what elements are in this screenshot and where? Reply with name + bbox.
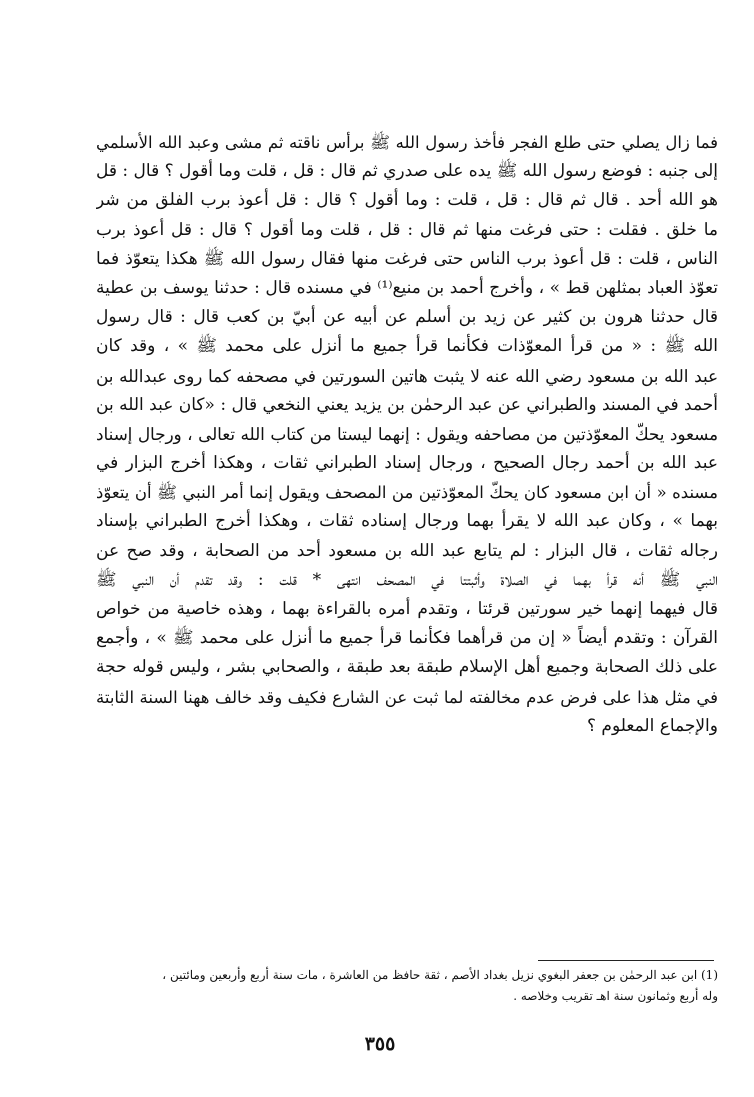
body-line: والإجماع المعلوم ؟: [587, 715, 718, 736]
body-line: القرآن : وتقدم أيضاً « إن من قرأهما فكأنما قرأ جميع ما أنزل على محمد ﷺ » ، وأجمع: [96, 628, 718, 649]
body-line: ما خلق . فقلت : حتى فرغت منها ثم قال : قل ، قلت وما أقول ؟ قال : قل أعوذ برب: [96, 219, 718, 240]
body-line: رجاله ثقات ، قال البزار : لم يتابع عبد الله بن مسعود أحد من الصحابة ، وقد صح عن: [96, 540, 718, 561]
body-line: الناس ، قلت : قل أعوذ برب الناس حتى فرغت منها فقال رسول الله ﷺ هكذا يتعوّذ فما: [96, 248, 718, 269]
footnote-line: (1) ابن عبد الرحمٰن بن جعفر البغوي نزيل بغداد الأصم ، ثقة حافظ من العاشرة ، مات سنة أربع وأربعين ومائتين ،: [162, 968, 718, 982]
body-line: بهما » ، وكان عبد الله لا يقرأ بهما ورجال إسناده ثقات ، وهكذا أخرج الطبراني بإسناد: [96, 511, 718, 532]
body-line: قال فيهما إنهما خير سورتين قرئتا ، وتقدم أمره بالقراءة بهما ، وهذه خاصية من خواص: [96, 599, 718, 619]
body-line: الله ﷺ : « من قرأ المعوّذات فكأنما قرأ جميع ما أنزل على محمد ﷺ » ، وقد كان: [96, 336, 718, 357]
footnote-separator: [538, 960, 714, 961]
page-number: ٣٥٥: [364, 1033, 396, 1055]
body-line: في مثل هذا على فرض عدم مخالفته لما ثبت عن الشارع فكيف وقد خالف ههنا السنة الثابتة: [96, 687, 718, 707]
body-line: مسنده « أن ابن مسعود كان يحكّ المعوّذتين من المصحف ويقول إنما أمر النبي ﷺ أن يتعوّذ: [96, 483, 718, 503]
body-line: إلى جنبه : فوضع رسول الله ﷺ يده على صدري ثم قال : قل ، قلت وما أقول ؟ قال : قل: [96, 161, 718, 182]
body-line: قال حدثنا هرون بن كثير عن زيد بن أسلم عن أبيه عن أبيّ بن كعب قال : قال رسول: [96, 307, 718, 328]
body-line: النبي ﷺ أنه قرأ بهما في الصلاة وأثبتتا في المصحف انتهى * قلت : وقد تقدم أن النبي ﷺ: [96, 569, 718, 590]
body-text: [96, 128, 718, 741]
body-line: تعوّذ العباد بمثلهن قط » ، وأخرج أحمد بن منيع⁽¹⁾ في مسنده قال : حدثنا يوسف بن عطية: [96, 277, 718, 298]
body-line: على ذلك الصحابة وجميع أهل الإسلام طبقة بعد طبقة ، والصحابي بشر ، وليس قوله حجة: [96, 657, 718, 678]
body-line: عبد الله بن أحمد رجال الصحيح ، ورجال إسناد الطبراني ثقات ، وهكذا أخرج البزار في: [96, 453, 718, 474]
body-line: فما زال يصلي حتى طلع الفجر فأخذ رسول الله ﷺ برأس ناقته ثم مشى وعبد الله الأسلمي: [96, 133, 718, 152]
footnotes: [96, 965, 718, 1007]
footnote-line: وله أربع وثمانون سنة اهـ تقريب وخلاصه .: [513, 989, 718, 1003]
body-line: أحمد في المسند والطبراني عن عبد الرحمٰن بن يزيد يعني النخعي قال : «كان عبد الله بن: [96, 394, 718, 415]
body-line: مسعود يحكّ المعوّذتين من مصاحفه ويقول : إنهما ليستا من كتاب الله تعالى ، ورجال إسناد: [96, 423, 718, 444]
body-line: هو الله أحد . قال ثم قال : قل ، قلت : وما أقول ؟ قال : قل أعوذ برب الفلق من شر: [96, 190, 718, 211]
body-line: عبد الله بن مسعود رضي الله عنه لا يثبت هاتين السورتين في مصحفه كما روى عبدالله بن: [96, 365, 718, 386]
